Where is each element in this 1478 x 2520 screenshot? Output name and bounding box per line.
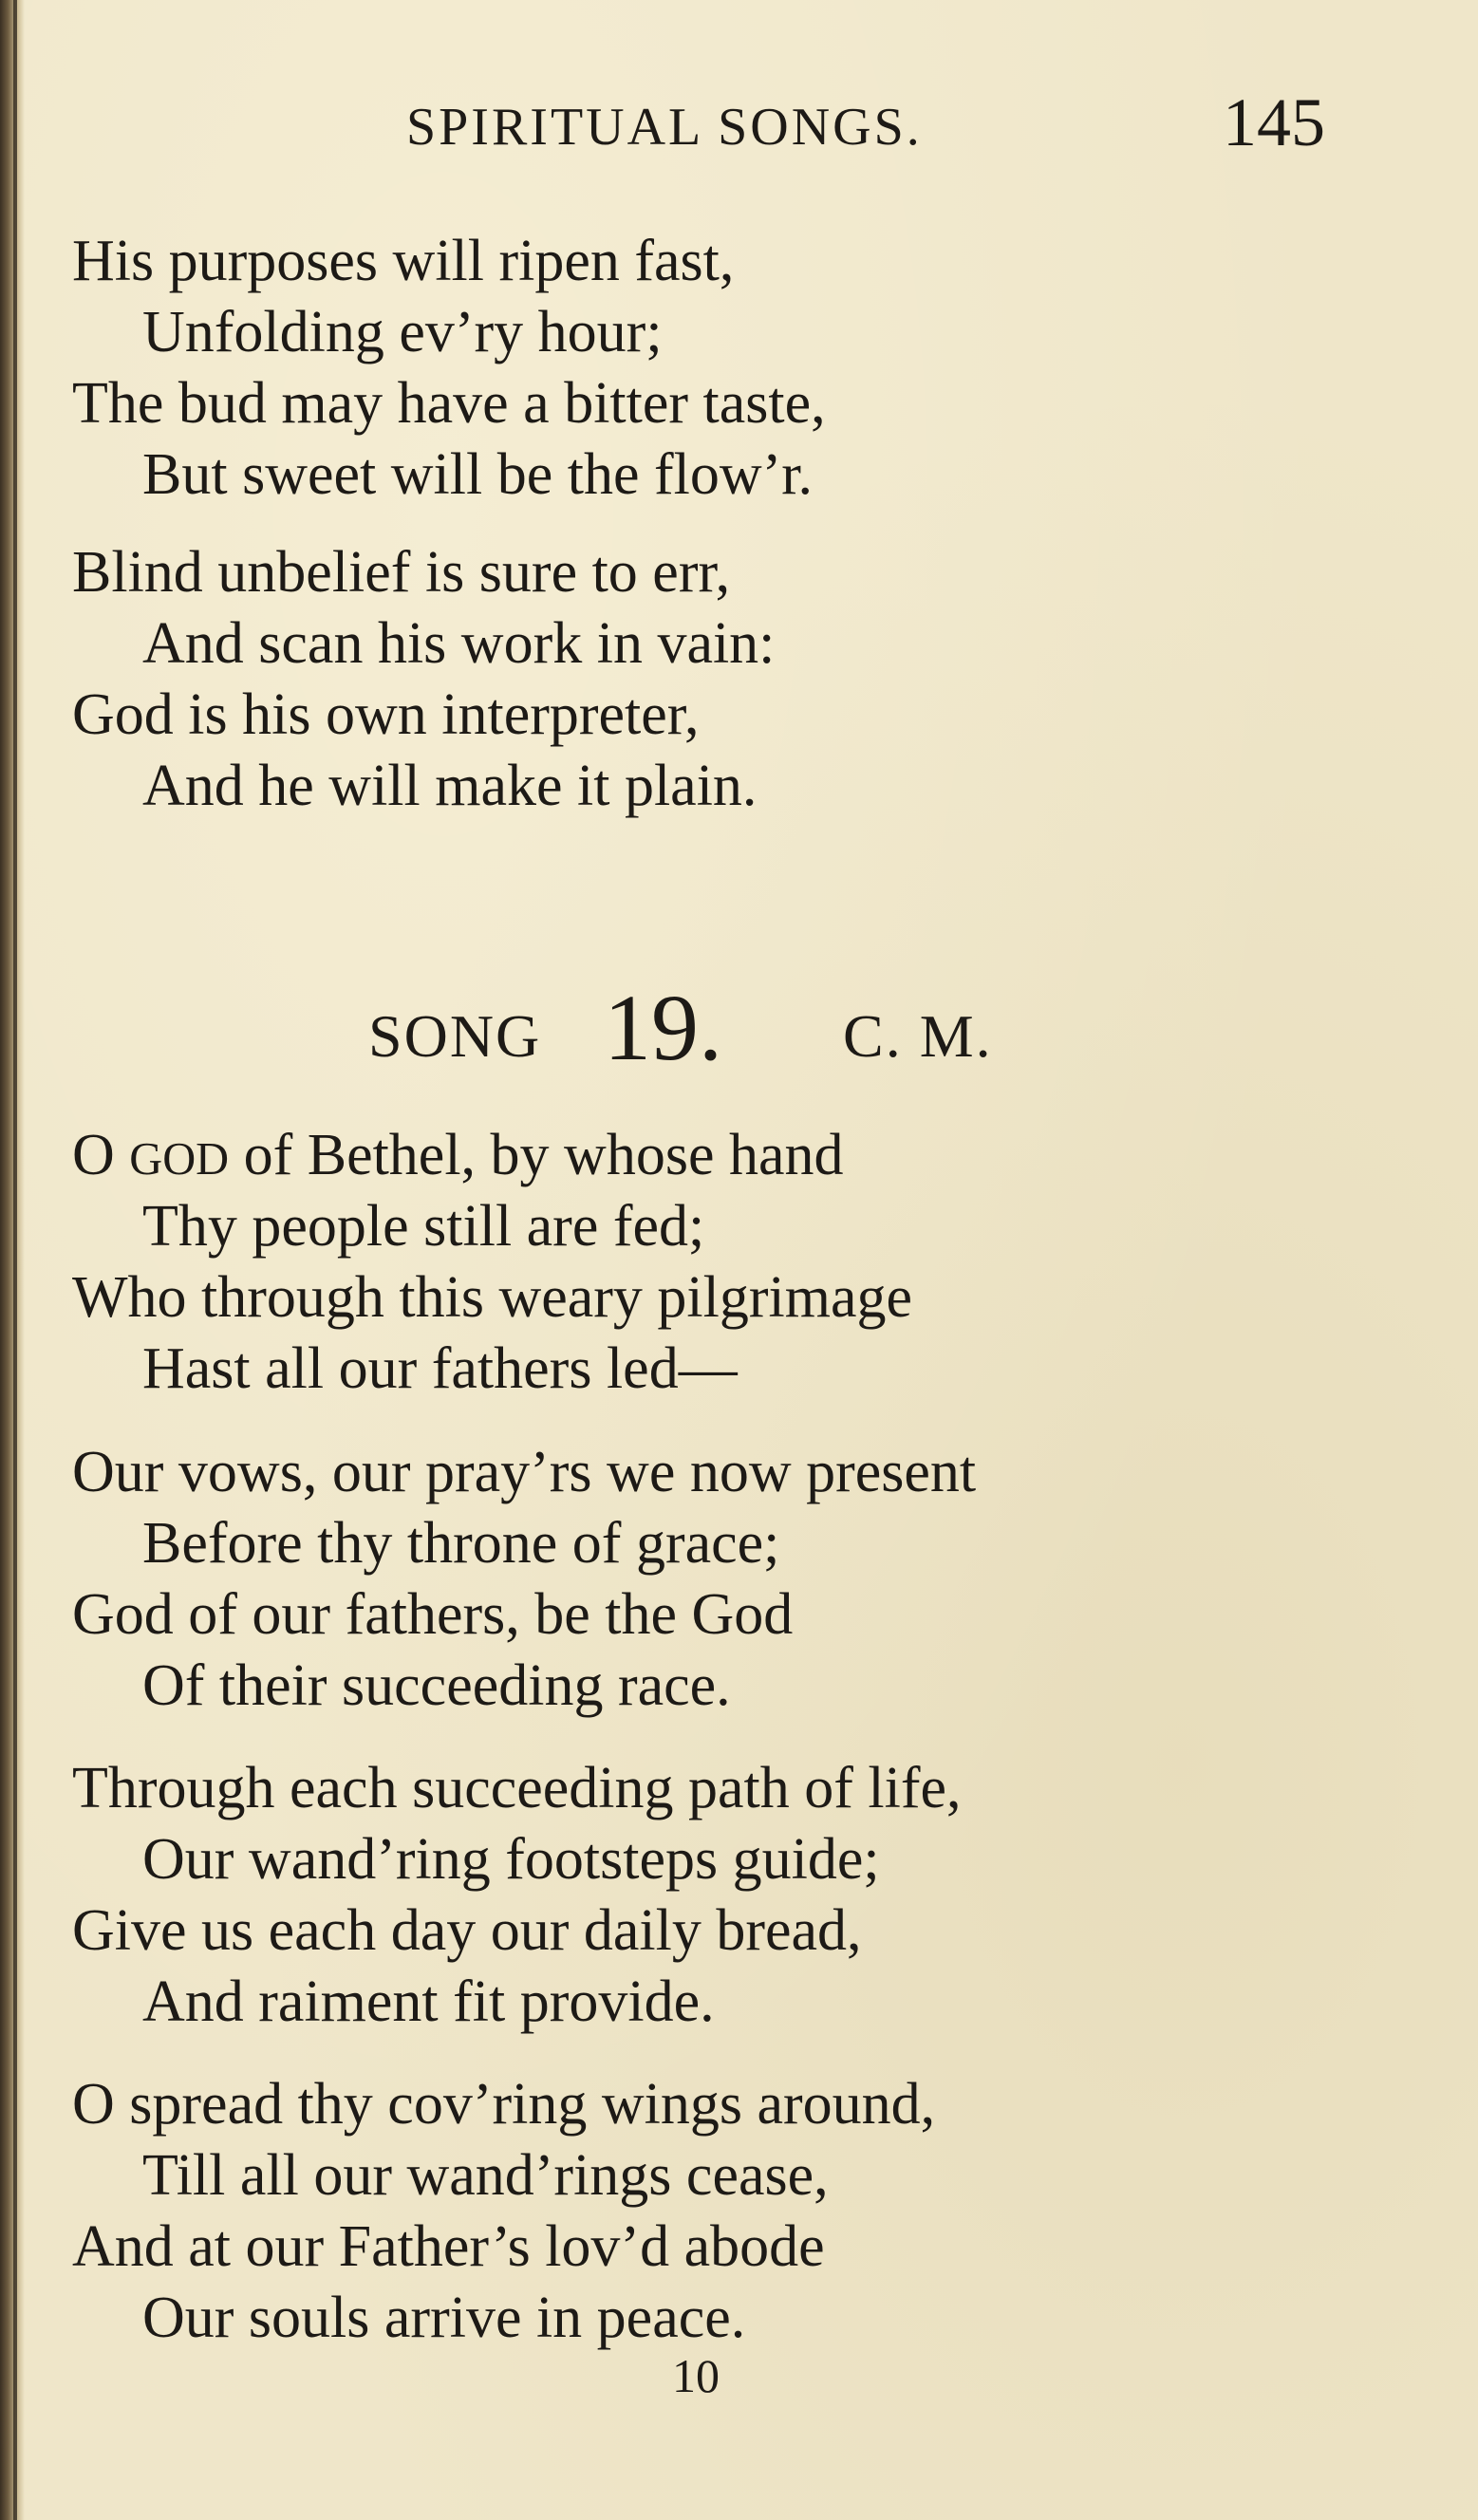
stanza-4 bbox=[72, 2069, 1382, 2354]
stanza-3 bbox=[72, 1753, 1382, 2038]
verse-line: Give us each day our daily bread, bbox=[72, 1898, 862, 1963]
song-heading bbox=[0, 973, 1478, 1087]
verse-line-suffix: of Bethel, by whose hand bbox=[229, 1123, 844, 1187]
stanza-1 bbox=[72, 1120, 1382, 1405]
book-spine-shadow bbox=[0, 0, 25, 2520]
verse-line: And scan his work in vain: bbox=[142, 611, 776, 676]
verse-line: Unfolding ev’ry hour; bbox=[142, 300, 663, 364]
verse-line: Who through this weary pilgrimage bbox=[72, 1265, 913, 1330]
verse-line: Thy people still are fed; bbox=[142, 1194, 705, 1259]
verse-line: Hast all our fathers led— bbox=[142, 1336, 738, 1401]
verse-line: And at our Father’s lov’d abode bbox=[72, 2214, 825, 2279]
song-number: 19. bbox=[604, 975, 722, 1080]
verse-line: The bud may have a bitter taste, bbox=[72, 371, 826, 436]
verse-line: Through each succeeding path of life, bbox=[72, 1756, 962, 1820]
verse-line: Our souls arrive in peace. bbox=[142, 2286, 746, 2350]
verse-line: Our vows, our pray’rs we now present bbox=[72, 1440, 977, 1504]
running-title: SPIRITUAL SONGS. bbox=[406, 98, 923, 157]
signature-mark: 10 bbox=[672, 2349, 720, 2402]
stanza-continued-1 bbox=[72, 226, 1382, 511]
verse-line: Till all our wand’rings cease, bbox=[142, 2143, 829, 2208]
stanza-continued-2 bbox=[72, 537, 1382, 822]
verse-line: O spread thy cov’ring wings around, bbox=[72, 2072, 936, 2137]
song-label: SONG bbox=[368, 1002, 542, 1070]
verse-line: But sweet will be the flow’r. bbox=[142, 442, 813, 507]
page-header bbox=[0, 84, 1478, 169]
verse-line: Our wand’ring footsteps guide; bbox=[142, 1827, 880, 1892]
verse-line bbox=[72, 1120, 1382, 1191]
verse-line: Before thy throne of grace; bbox=[142, 1511, 780, 1576]
verse-line: And raiment fit provide. bbox=[142, 1969, 715, 2034]
verse-line: His purposes will ripen fast, bbox=[72, 229, 735, 293]
verse-line: God of our fathers, be the God bbox=[72, 1582, 794, 1647]
small-caps-word: GOD bbox=[129, 1134, 230, 1185]
page-number: 145 bbox=[1223, 84, 1325, 160]
stanza-2 bbox=[72, 1437, 1382, 1722]
verse-line: God is his own interpreter, bbox=[72, 682, 700, 747]
verse-line-prefix: O bbox=[72, 1123, 130, 1187]
page-gutter-line bbox=[13, 0, 17, 2520]
verse-line: And he will make it plain. bbox=[142, 754, 758, 818]
song-meter: C. M. bbox=[843, 1002, 993, 1070]
verse-line: Of their succeeding race. bbox=[142, 1653, 731, 1718]
verse-line: Blind unbelief is sure to err, bbox=[72, 540, 731, 605]
